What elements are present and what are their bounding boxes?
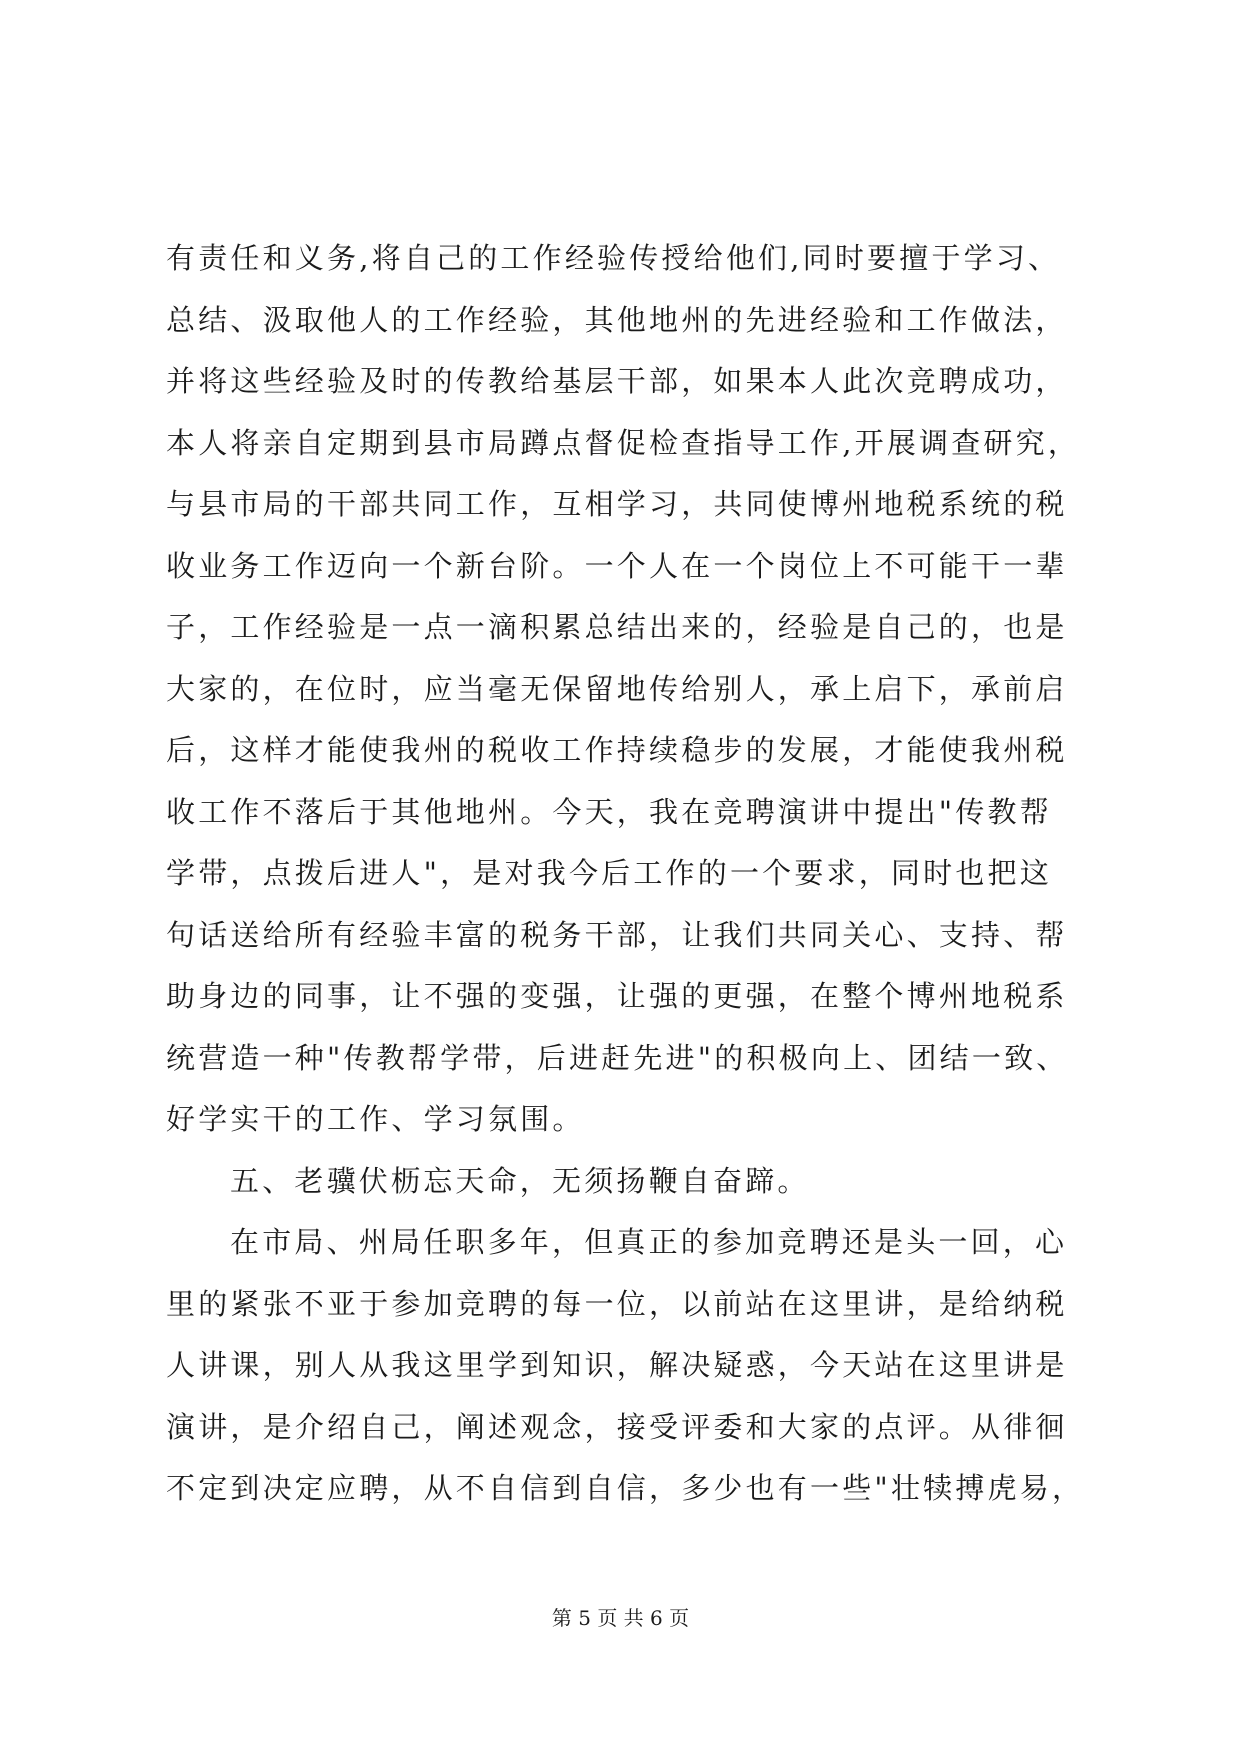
section-heading: 五、老骥伏枥忘天命，无须扬鞭自奋蹄。 xyxy=(230,1163,810,1198)
text-line: 统营造一种"传教帮学带，后进赶先进"的积极向上、团结一致、 xyxy=(166,1040,1069,1075)
text-line: 好学实干的工作、学习氛围。 xyxy=(166,1102,585,1136)
text-line: 大家的，在位时，应当毫无保留地传给别人，承上启下，承前启 xyxy=(166,671,1068,706)
text-line: 与县市局的干部共同工作，互相学习，共同使博州地税系统的税 xyxy=(166,487,1068,521)
text-line: 本人将亲自定期到县市局蹲点督促检查指导工作,开展调查研究， xyxy=(166,425,1081,460)
text-line: 不定到决定应聘，从不自信到自信，多少也有一些"壮犊搏虎易， xyxy=(166,1471,1085,1505)
text-line: 句话送给所有经验丰富的税务干部，让我们共同关心、支持、帮 xyxy=(166,917,1068,952)
text-line: 收工作不落后于其他地州。今天，我在竞聘演讲中提出"传教帮 xyxy=(166,794,1052,829)
text-line: 人讲课，别人从我这里学到知识，解决疑惑，今天站在这里讲是 xyxy=(166,1348,1068,1382)
paragraph-first-line: 在市局、州局任职多年，但真正的参加竞聘还是头一回，心 xyxy=(230,1225,1068,1259)
page-number-footer: 第 5 页 共 6 页 xyxy=(551,1606,690,1630)
text-line: 里的紧张不亚于参加竞聘的每一位，以前站在这里讲，是给纳税 xyxy=(166,1286,1068,1321)
text-line: 总结、汲取他人的工作经验，其他地州的先进经验和工作做法， xyxy=(166,302,1068,337)
text-line: 并将这些经验及时的传教给基层干部，如果本人此次竞聘成功， xyxy=(166,364,1068,398)
text-line: 学带，点拨后进人"，是对我今后工作的一个要求，同时也把这 xyxy=(166,856,1052,890)
text-line: 有责任和义务,将自己的工作经验传授给他们,同时要擅于学习、 xyxy=(166,241,1061,275)
body-text xyxy=(166,228,1085,1520)
text-line: 子，工作经验是一点一滴积累总结出来的，经验是自己的，也是 xyxy=(166,610,1068,644)
text-line: 后，这样才能使我州的税收工作持续稳步的发展，才能使我州税 xyxy=(166,733,1068,767)
text-line: 演讲，是介绍自己，阐述观念，接受评委和大家的点评。从徘徊 xyxy=(166,1409,1068,1444)
text-line: 收业务工作迈向一个新台阶。一个人在一个岗位上不可能干一辈 xyxy=(166,548,1068,583)
text-line: 助身边的同事，让不强的变强，让强的更强，在整个博州地税系 xyxy=(166,979,1068,1013)
